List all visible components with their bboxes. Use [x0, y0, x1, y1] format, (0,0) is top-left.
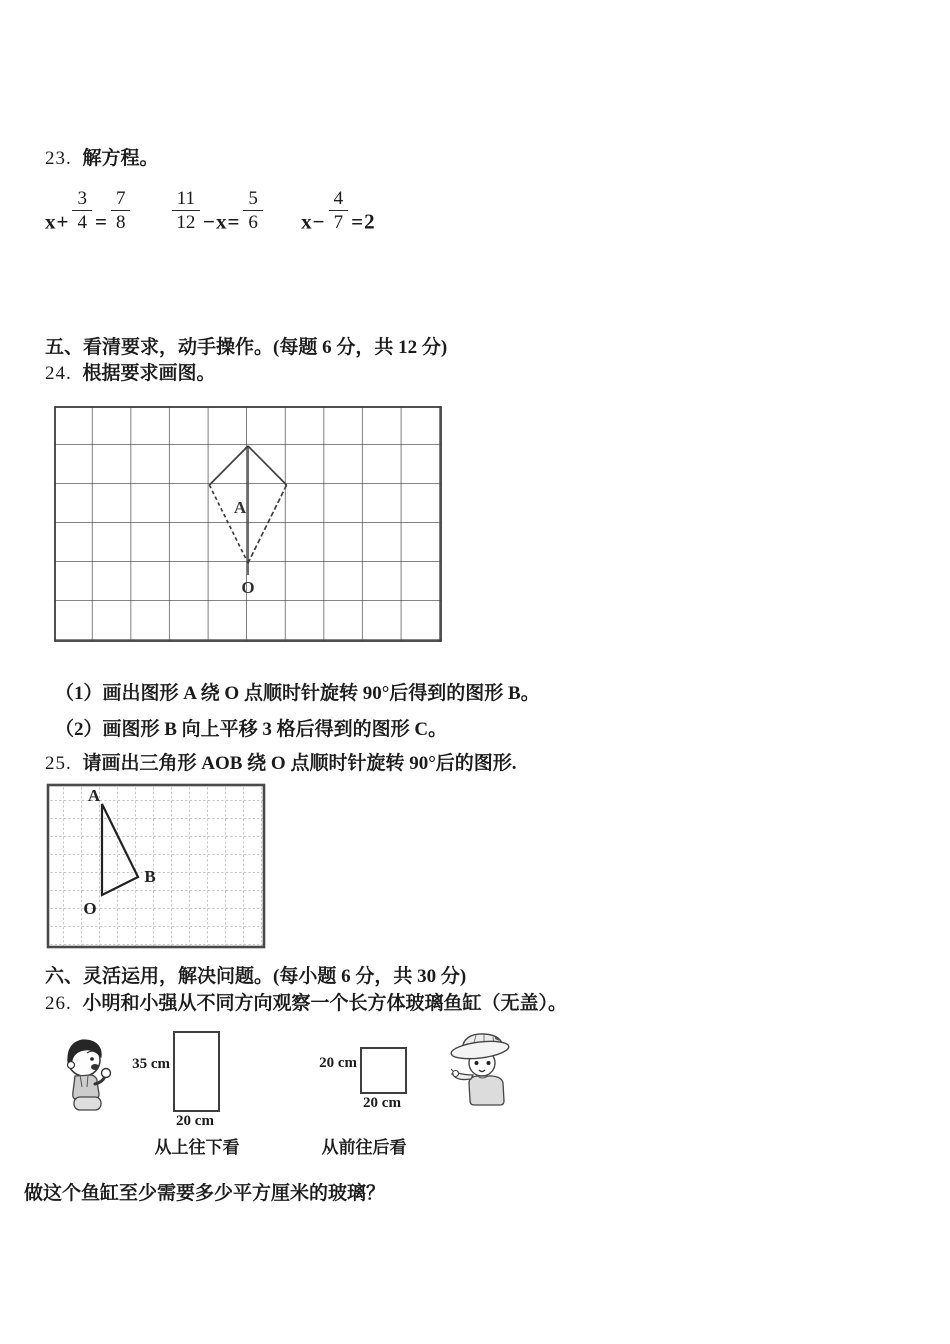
q23-equations: [45, 188, 406, 234]
q26-header: [45, 993, 567, 1016]
front-view-caption: 从前往后看: [321, 1138, 407, 1157]
xiaoming-illustration: [46, 1032, 122, 1116]
eq3-lead: x−: [301, 209, 326, 234]
triangle-label-b: B: [144, 867, 156, 886]
q25-header: [45, 753, 517, 776]
q24-grid-figure: [54, 406, 443, 645]
section6-heading: 六、灵活运用，解决问题。(每小题 6 分，共 30 分): [45, 966, 467, 987]
eq2-fraction-2: $\frac{5}{6}$: [243, 188, 263, 234]
front-view-width-label: 20 cm: [363, 1095, 401, 1111]
q24-header: [45, 363, 216, 386]
top-view-rectangle: [173, 1031, 220, 1112]
q26-number: 26.: [45, 993, 72, 1014]
kite-label-a: A: [233, 498, 247, 517]
section5-heading: 五、看清要求，动手操作。(每题 6 分，共 12 分): [45, 337, 448, 358]
q24-subtask-1: （1）画出图形 A 绕 O 点顺时针旋转 90°后得到的图形 B。: [55, 683, 540, 704]
q24-number: 24.: [45, 363, 72, 384]
eq1-fraction-2: $\frac{7}{8}$: [111, 188, 131, 234]
q23-title: 解方程。: [82, 148, 159, 169]
eq1-lead: x+: [45, 209, 70, 234]
equation-2: [169, 188, 266, 234]
eq1-fraction-1: $\frac{3}{4}$: [72, 188, 92, 234]
q26-question-text: 做这个鱼缸至少需要多少平方厘米的玻璃？: [24, 1183, 386, 1204]
q23-header: [45, 148, 159, 171]
eq3-result: =2: [351, 209, 376, 234]
q23-number: 23.: [45, 148, 72, 169]
top-view-height-label: 35 cm: [132, 1056, 170, 1072]
equation-1: [45, 188, 133, 234]
xiaoqiang-illustration: [448, 1030, 522, 1108]
top-view-width-label: 20 cm: [176, 1113, 214, 1129]
q25-grid-figure: [46, 783, 267, 950]
q25-number: 25.: [45, 753, 72, 774]
front-view-height-label: 20 cm: [319, 1055, 357, 1071]
front-view-square: [360, 1047, 407, 1094]
eq2-fraction-1: $\frac{11}{12}$: [172, 188, 200, 234]
equation-3: [301, 188, 375, 234]
q25-title: 请画出三角形 AOB 绕 O 点顺时针旋转 90°后的图形.: [82, 753, 517, 774]
triangle-label-o: O: [83, 899, 97, 918]
boy-right-drawing: [450, 1034, 510, 1105]
eq1-equals: =: [94, 209, 108, 234]
q24-subtask-2: （2）画图形 B 向上平移 3 格后得到的图形 C。: [55, 719, 448, 740]
rotation-center-label-o: O: [241, 578, 255, 597]
top-view-caption: 从上往下看: [154, 1138, 240, 1157]
eq2-operator: −x=: [202, 209, 241, 234]
dotted-grid-border: [48, 785, 264, 947]
triangle-label-a: A: [87, 786, 101, 805]
q24-title: 根据要求画图。: [82, 363, 216, 384]
q26-title: 小明和小强从不同方向观察一个长方体玻璃鱼缸（无盖）。: [82, 993, 568, 1014]
boy-left-drawing: [68, 1040, 111, 1110]
eq3-fraction: $\frac{4}{7}$: [329, 188, 349, 234]
